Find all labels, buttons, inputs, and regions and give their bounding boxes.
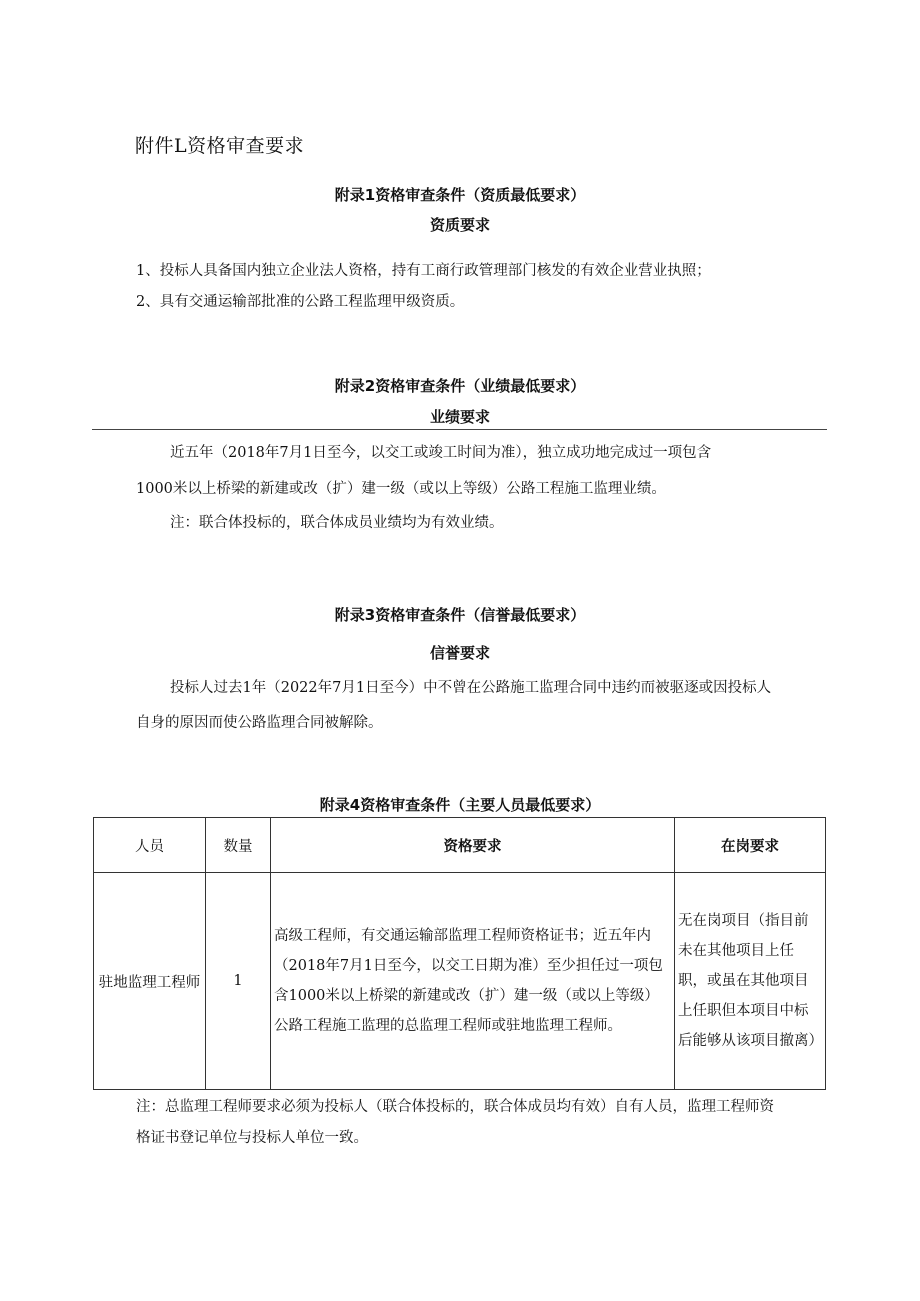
appendix3-subheading: 信誉要求 bbox=[429, 644, 490, 662]
appendix3-heading: 附录3资格审查条件（信誉最低要求） bbox=[334, 606, 586, 624]
qualification-item-1: 1、投标人具备国内独立企业法人资格，持有工商行政管理部门核发的有效企业营业执照； bbox=[136, 263, 711, 279]
appendix4-heading: 附录4资格审查条件（主要人员最低要求） bbox=[319, 796, 601, 814]
credit-para-line-2: 自身的原因而使公路监理合同被解除。 bbox=[136, 715, 383, 731]
performance-note: 注：联合体投标的，联合体成员业绩均为有效业绩。 bbox=[170, 515, 504, 531]
header-count: 数量 bbox=[206, 818, 271, 873]
table-row bbox=[94, 873, 826, 1090]
section-divider bbox=[92, 429, 827, 430]
appendix2-heading: 附录2资格审查条件（业绩最低要求） bbox=[334, 377, 586, 395]
cell-qualification: 高级工程师，有交通运输部监理工程师资格证书；近五年内（2018年7月1日至今，以交工日期为准）至少担任过一项包含1000米以上桥梁的新建或改（扩）建一级（或以上等级）公路工程施工监理的总监理工程师或驻地监理工程师。 bbox=[271, 873, 675, 1090]
cell-count: 1 bbox=[206, 873, 271, 1090]
table-header-row bbox=[94, 818, 826, 873]
appendix2-subheading: 业绩要求 bbox=[429, 408, 490, 426]
cell-role: 驻地监理工程师 bbox=[94, 873, 206, 1090]
credit-para-line-1: 投标人过去1年（2022年7月1日至今）中不曾在公路施工监理合同中违约而被驱逐或因投标人 bbox=[170, 680, 772, 696]
appendix1-subheading: 资质要求 bbox=[429, 216, 490, 234]
header-qualification: 资格要求 bbox=[271, 818, 675, 873]
performance-para-line-2: 1000米以上桥梁的新建或改（扩）建一级（或以上等级）公路工程施工监理业绩。 bbox=[136, 481, 666, 497]
personnel-note-line-2: 格证书登记单位与投标人单位一致。 bbox=[136, 1130, 368, 1146]
header-duty: 在岗要求 bbox=[675, 818, 826, 873]
appendix1-heading: 附录1资格审查条件（资质最低要求） bbox=[334, 186, 586, 204]
page-title: 附件L资格审查要求 bbox=[135, 135, 305, 157]
header-role: 人员 bbox=[94, 818, 206, 873]
performance-para-line-1: 近五年（2018年7月1日至今，以交工或竣工时间为准），独立成功地完成过一项包含 bbox=[170, 445, 712, 461]
cell-duty: 无在岗项目（指目前未在其他项目上任职，或虽在其他项目上任职但本项目中标后能够从该项目撤离） bbox=[675, 873, 826, 1090]
personnel-requirements-table bbox=[93, 817, 826, 1090]
qualification-item-2: 2、具有交通运输部批准的公路工程监理甲级资质。 bbox=[136, 294, 465, 310]
personnel-note-line-1: 注：总监理工程师要求必须为投标人（联合体投标的，联合体成员均有效）自有人员，监理工程师资 bbox=[136, 1099, 774, 1115]
